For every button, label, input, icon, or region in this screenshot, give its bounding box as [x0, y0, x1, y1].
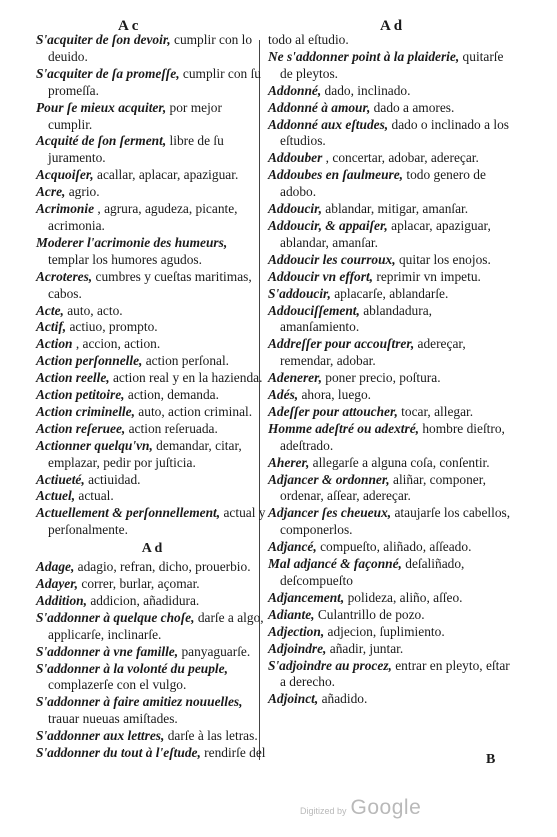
entry-headword: Adjancer ſes cheueux,: [268, 505, 392, 521]
dictionary-entry: [36, 133, 268, 167]
dictionary-entry: [268, 624, 514, 641]
dictionary-entry: [268, 658, 514, 692]
dictionary-entry: [36, 66, 268, 100]
dictionary-entry: [36, 319, 268, 336]
dictionary-entry: [36, 201, 268, 235]
entry-headword: Addoubes en ſaulmeure,: [268, 167, 404, 183]
dictionary-entry: [36, 167, 268, 184]
section-heading: A d: [141, 541, 163, 557]
dictionary-entry: [36, 404, 268, 421]
dictionary-entry: [36, 472, 268, 489]
entry-headword: S'acquiter de ſon devoir,: [36, 32, 171, 47]
entry-translation: darſe à las letras.: [164, 728, 258, 744]
digitized-watermark: [300, 796, 421, 820]
dictionary-entry: [268, 167, 514, 201]
dictionary-entry: [268, 539, 514, 556]
google-logo: Google: [350, 796, 422, 819]
entry-translation: Culantrillo de pozo.: [314, 606, 425, 622]
dictionary-entry: [36, 387, 268, 404]
dictionary-entry: [36, 100, 268, 134]
left-column: [36, 32, 268, 762]
entry-translation: actiuidad.: [84, 471, 141, 487]
entry-headword: Acquité de ſon ſerment,: [36, 133, 167, 149]
dictionary-entry: [36, 421, 268, 438]
entry-translation: addicion, añadidura.: [86, 592, 200, 608]
dictionary-entry: [36, 438, 268, 472]
entry-translation: actual y perſonalmente.: [48, 505, 266, 538]
dictionary-entry: [268, 201, 514, 218]
dictionary-entry: [268, 269, 514, 286]
running-head-left: A c: [118, 18, 139, 34]
entry-headword: Adjoinct,: [268, 691, 319, 707]
dictionary-entry: [36, 353, 268, 370]
entry-headword: Addouciſſement,: [268, 302, 360, 318]
entry-translation: darſe a algo, applicarſe, inclinarſe.: [48, 609, 264, 642]
dictionary-entry: [36, 593, 268, 610]
left-entries-continued: [36, 559, 268, 762]
entry-headword: Addonné,: [268, 82, 322, 98]
entry-translation: complazerſe con el vulgo.: [48, 677, 187, 693]
entry-translation: action perſonal.: [142, 353, 230, 369]
entry-headword: Actiueté,: [36, 471, 85, 487]
entry-translation: todo genero de adobo.: [280, 167, 486, 200]
entry-translation: añadir, juntar.: [326, 640, 404, 656]
dictionary-entry: [36, 370, 268, 387]
entry-translation: agrio.: [65, 184, 100, 200]
dictionary-entry: [36, 694, 268, 728]
entry-translation: panyaguarſe.: [178, 643, 251, 659]
entry-translation: poner precio, poſtura.: [321, 370, 441, 386]
entry-translation: adagio, refran, dicho, prouerbio.: [74, 559, 251, 575]
entry-headword: Adage,: [36, 559, 75, 575]
entry-headword: Addouber: [268, 150, 323, 166]
entry-translation: compueſto, aliñado, aſſeado.: [316, 539, 472, 555]
entry-translation: adjecion, ſuplimiento.: [324, 623, 445, 639]
entry-translation: actiuo, prompto.: [66, 319, 158, 335]
right-column: [268, 32, 514, 708]
dictionary-entry: [268, 505, 514, 539]
entry-headword: Adjancement,: [268, 589, 345, 605]
dictionary-entry: [36, 661, 268, 695]
entry-headword: S'addonner à la volonté du peuple,: [36, 660, 228, 676]
entry-headword: Adenerer,: [268, 370, 322, 386]
entry-headword: S'addonner à quelque choſe,: [36, 609, 195, 625]
dictionary-entry: [268, 691, 514, 708]
entry-translation: adereçar, remendar, adobar.: [280, 336, 466, 369]
entry-translation: aplacar, apaziguar, ablandar, amanſar.: [280, 217, 491, 250]
dictionary-entry: [268, 150, 514, 167]
entry-translation: quitarſe de pleytos.: [280, 48, 504, 81]
entry-translation: templar los humores agudos.: [48, 251, 202, 267]
entry-headword: Addonné aux eſtudes,: [268, 116, 389, 132]
entry-headword: Addition,: [36, 592, 87, 608]
dictionary-entry: [36, 184, 268, 201]
dictionary-entry: [268, 117, 514, 151]
entry-translation: todo al eſtudio.: [268, 32, 349, 47]
dictionary-entry: [268, 303, 514, 337]
entry-headword: S'addonner à vne famille,: [36, 643, 179, 659]
entry-translation: trauar nueuas amiſtades.: [48, 711, 178, 727]
entry-headword: Aherer,: [268, 454, 310, 470]
entry-translation: aplacarſe, ablandarſe.: [330, 285, 449, 301]
dictionary-entry: [268, 472, 514, 506]
entry-translation: , accion, action.: [72, 336, 161, 352]
dictionary-entry: [268, 387, 514, 404]
entry-headword: Adjoindre,: [268, 640, 327, 656]
dictionary-entry: [268, 252, 514, 269]
entry-translation: añadido.: [318, 691, 368, 707]
entry-headword: Addonné à amour,: [268, 99, 371, 115]
entry-headword: S'addonner à faire amitiez nouuelles,: [36, 694, 243, 710]
dictionary-entry: [36, 488, 268, 505]
entry-translation: dado, inclinado.: [321, 82, 411, 98]
entry-headword: Actif,: [36, 319, 67, 335]
watermark-prefix: Digitized by: [300, 806, 347, 816]
entry-translation: dado o inclinado a los eſtudios.: [280, 116, 510, 149]
entry-headword: Addoucir, & appaiſer,: [268, 217, 388, 233]
entry-translation: demandar, citar, emplazar, pedir por juſticia.: [48, 437, 242, 470]
entry-translation: aliñar, componer, ordenar, aſſear, adereçar.: [280, 471, 486, 504]
entry-headword: Moderer l'acrimonie des humeurs,: [36, 234, 228, 250]
left-entries: [36, 32, 268, 539]
entry-translation: ablandadura, amanſamiento.: [280, 302, 433, 335]
dictionary-entry: [268, 32, 514, 49]
entry-translation: cumbres y cueſtas maritimas, cabos.: [48, 268, 252, 301]
entry-translation: allegarſe a alguna coſa, conſentir.: [309, 454, 490, 470]
entry-headword: Addoucir,: [268, 201, 322, 217]
entry-headword: Acquoiſer,: [36, 167, 94, 183]
dictionary-entry: [36, 505, 268, 539]
dictionary-entry: [268, 83, 514, 100]
entry-translation: acallar, aplacar, apaziguar.: [93, 167, 239, 183]
entry-translation: action real y en la hazienda.: [109, 370, 263, 386]
entry-headword: Adayer,: [36, 576, 79, 591]
dictionary-entry: [268, 286, 514, 303]
entry-headword: Acroteres,: [36, 268, 93, 284]
entry-headword: Mal adjancé & façonné,: [268, 556, 402, 572]
entry-translation: entrar en pleyto, eſtar a derecho.: [280, 657, 510, 690]
entry-headword: Action criminelle,: [36, 403, 135, 419]
entry-translation: libre de ſu juramento.: [48, 133, 224, 166]
entry-headword: Homme adeſtré ou adextré,: [268, 420, 419, 436]
dictionary-entry: [268, 455, 514, 472]
dictionary-entry: [36, 336, 268, 353]
running-head-right: A d: [380, 18, 403, 34]
entry-translation: rendirſe del: [200, 745, 266, 761]
entry-headword: Action: [36, 336, 73, 352]
entry-translation: auto, action criminal.: [134, 403, 253, 419]
entry-translation: tocar, allegar.: [397, 403, 474, 419]
entry-headword: S'addonner du tout à l'eſtude,: [36, 745, 201, 761]
dictionary-entry: [36, 576, 268, 593]
dictionary-entry: [268, 556, 514, 590]
entry-headword: S'acquiter de ſa promeſſe,: [36, 65, 180, 81]
dictionary-entry: [268, 336, 514, 370]
entry-translation: action reſeruada.: [125, 420, 218, 436]
entry-translation: por mejor cumplir.: [48, 99, 222, 132]
entry-translation: action, demanda.: [124, 387, 219, 403]
entry-translation: deſaliñado, deſcompueſto: [280, 556, 465, 588]
dictionary-entry: [268, 370, 514, 387]
entry-headword: Adés,: [268, 387, 299, 403]
entry-translation: ablandar, mitigar, amanſar.: [321, 201, 469, 217]
entry-headword: Action reſeruee,: [36, 420, 126, 436]
entry-translation: hombre dieſtro, adeſtrado.: [280, 420, 505, 453]
dictionary-entry: [268, 641, 514, 658]
entry-translation: actual.: [75, 488, 114, 504]
entry-headword: Action petitoire,: [36, 387, 125, 403]
entry-headword: Adjancer & ordonner,: [268, 471, 390, 487]
entry-translation: , agrura, agudeza, picante, acrimonia.: [48, 201, 238, 233]
catchword: B: [486, 752, 496, 767]
dictionary-entry: [268, 590, 514, 607]
dictionary-entry: [268, 218, 514, 252]
entry-headword: Adiante,: [268, 606, 315, 622]
entry-headword: Action perſonnelle,: [36, 353, 143, 369]
entry-translation: correr, burlar, açomar.: [78, 576, 200, 591]
entry-translation: ahora, luego.: [298, 387, 372, 403]
entry-translation: cumplir con lo deuido.: [48, 32, 253, 64]
entry-translation: dado a amores.: [370, 99, 455, 115]
dictionary-entry: [268, 49, 514, 83]
entry-headword: Acte,: [36, 302, 64, 318]
dictionary-entry: [268, 404, 514, 421]
dictionary-entry: [36, 644, 268, 661]
entry-headword: Acrimonie: [36, 201, 95, 217]
dictionary-entry: [36, 610, 268, 644]
entry-headword: Addreſſer pour accouſtrer,: [268, 336, 415, 352]
right-entries: [268, 32, 514, 708]
entry-headword: Actuel,: [36, 488, 76, 504]
entry-translation: , concertar, adobar, adereçar.: [322, 150, 479, 166]
entry-translation: reprimir vn impetu.: [373, 268, 481, 284]
entry-headword: Acre,: [36, 184, 66, 200]
entry-headword: Actuellement & perſonnellement,: [36, 505, 221, 521]
entry-headword: Ne s'addonner point à la plaiderie,: [268, 48, 460, 64]
dictionary-entry: [36, 728, 268, 745]
entry-headword: Adjancé,: [268, 539, 317, 555]
entry-headword: Pour ſe mieux acquiter,: [36, 99, 167, 115]
dictionary-entry: [268, 421, 514, 455]
entry-headword: Action reelle,: [36, 370, 110, 386]
entry-headword: Addoucir les courroux,: [268, 251, 396, 267]
entry-translation: quitar los enojos.: [395, 251, 491, 267]
dictionary-entry: [36, 745, 268, 762]
entry-headword: Adjection,: [268, 623, 325, 639]
entry-headword: S'addoucir,: [268, 285, 331, 301]
dictionary-entry: [36, 303, 268, 320]
entry-headword: Actionner quelqu'vn,: [36, 437, 153, 453]
dictionary-entry: [268, 100, 514, 117]
entry-translation: ataujarſe los cabellos, componerlos.: [280, 505, 511, 538]
entry-headword: S'addonner aux lettres,: [36, 728, 165, 744]
dictionary-entry: [36, 559, 268, 576]
dictionary-entry: [268, 607, 514, 624]
entry-headword: Adeſſer pour attoucher,: [268, 403, 398, 419]
entry-translation: cumplir con ſu promeſſa.: [48, 65, 262, 98]
entry-headword: Addoucir vn effort,: [268, 268, 374, 284]
dictionary-entry: [36, 32, 268, 66]
entry-headword: S'adjoindre au procez,: [268, 657, 392, 673]
dictionary-entry: [36, 269, 268, 303]
dictionary-entry: [36, 235, 268, 269]
entry-translation: auto, acto.: [63, 302, 123, 318]
entry-translation: polideza, aliño, aſſeo.: [344, 589, 463, 605]
